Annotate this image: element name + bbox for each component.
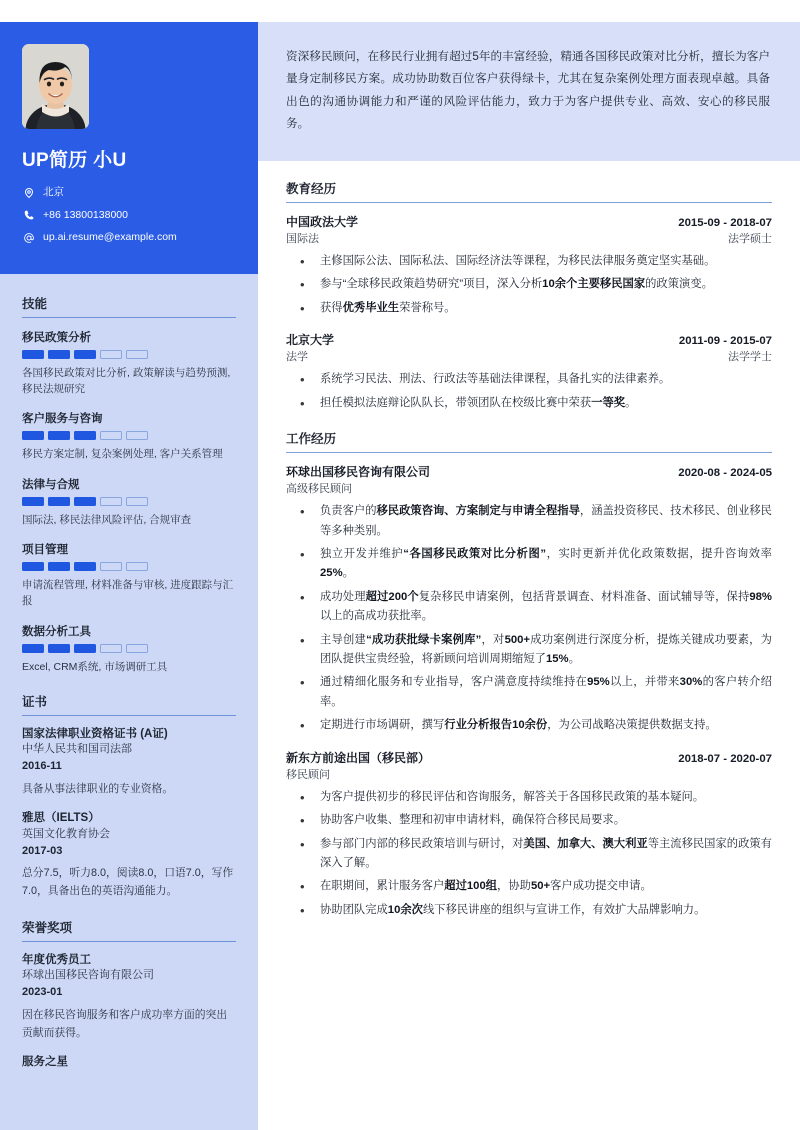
location-pin-icon bbox=[22, 186, 35, 199]
experience-entry bbox=[286, 463, 772, 736]
bullet-item: • 协助客户收集、整理和初审申请材料，确保符合移民局要求。 bbox=[286, 811, 772, 830]
skill-bar-segment bbox=[74, 431, 96, 440]
contact-location-text: 北京 bbox=[43, 186, 64, 198]
summary-text: 资深移民顾问，在移民行业拥有超过5年的丰富经验，精通各国移民政策对比分析，擅长为客户量身定制移民方案。成功协助数百位客户获得绿卡，尤其在复杂案例处理方面表现卓越。具备出色的沟通协调能力和严谨的风险评估能力，致力于为客户提供专业、高效、安心的移民服务。 bbox=[286, 50, 770, 130]
education-bullets bbox=[286, 370, 772, 413]
resume-body bbox=[0, 22, 800, 1130]
experience-list bbox=[286, 463, 772, 920]
certificate-issuer: 英国文化教育协会 bbox=[22, 827, 110, 840]
education-entry-header bbox=[286, 213, 772, 230]
experience-section bbox=[286, 429, 772, 920]
certificate-date: 2016-11 bbox=[22, 760, 62, 773]
experience-bullets bbox=[286, 788, 772, 921]
experience-date-range: 2018-07 - 2020-07 bbox=[678, 752, 772, 765]
skill-name: 移民政策分析 bbox=[22, 331, 91, 344]
bullet-item: • 在职期间，累计服务客户超过100组，协助50+客户成功提交申请。 bbox=[286, 877, 772, 896]
skill-bar-segment bbox=[22, 350, 44, 359]
awards-list bbox=[22, 953, 236, 1071]
skill-name: 数据分析工具 bbox=[22, 625, 91, 638]
company-name: 新东方前途出国（移民部） bbox=[286, 750, 431, 765]
certificates-section bbox=[22, 692, 236, 901]
page-top-margin bbox=[0, 0, 800, 22]
award-title: 服务之星 bbox=[22, 1056, 68, 1069]
skill-level-meter bbox=[22, 562, 236, 571]
skill-bar-segment bbox=[100, 350, 122, 359]
skill-bar-segment bbox=[74, 562, 96, 571]
experience-entry-subheader bbox=[286, 766, 772, 782]
avatar-portrait-icon bbox=[22, 44, 89, 129]
contact-phone[interactable] bbox=[22, 209, 236, 223]
major: 国际法 bbox=[286, 233, 319, 245]
awards-section-title: 荣誉奖项 bbox=[22, 918, 236, 942]
skill-level-meter bbox=[22, 350, 236, 359]
bullet-item: • 系统学习民法、刑法、行政法等基础法律课程，具备扎实的法律素养。 bbox=[286, 370, 772, 389]
experience-entry-subheader bbox=[286, 480, 772, 496]
education-entry bbox=[286, 213, 772, 318]
school-name: 北京大学 bbox=[286, 333, 335, 348]
certificate-description: 总分7.5，听力8.0，阅读8.0，口语7.0，写作7.0，具备出色的英语沟通能力。 bbox=[22, 867, 234, 898]
certificate-title: 雅思（IELTS） bbox=[22, 812, 100, 825]
experience-entry bbox=[286, 749, 772, 921]
skill-name: 客户服务与咨询 bbox=[22, 413, 103, 426]
education-list bbox=[286, 213, 772, 413]
skill-bar-segment bbox=[22, 562, 44, 571]
skill-bar-segment bbox=[126, 431, 148, 440]
job-title: 移民顾问 bbox=[286, 768, 330, 781]
skill-bar-segment bbox=[126, 644, 148, 653]
skill-bar-segment bbox=[48, 350, 70, 359]
skill-item bbox=[22, 623, 236, 675]
skill-bar-segment bbox=[100, 562, 122, 571]
award-description: 因在移民咨询服务和客户成功率方面的突出贡献而获得。 bbox=[22, 1008, 228, 1040]
skill-bar-segment bbox=[100, 431, 122, 440]
education-bullets bbox=[286, 252, 772, 318]
certificate-description: 具备从事法律职业的专业资格。 bbox=[22, 782, 174, 795]
bullet-item: • 为客户提供初步的移民评估和咨询服务，解答关于各国移民政策的基本疑问。 bbox=[286, 788, 772, 807]
experience-entry-header bbox=[286, 749, 772, 766]
award-item bbox=[22, 953, 236, 1043]
summary-block bbox=[258, 22, 800, 161]
education-entry-subheader bbox=[286, 348, 772, 364]
skills-section-title: 技能 bbox=[22, 294, 236, 318]
skill-description: 各国移民政策对比分析, 政策解读与趋势预测, 移民法规研究 bbox=[22, 366, 231, 396]
education-section bbox=[286, 179, 772, 413]
at-email-icon bbox=[22, 232, 35, 245]
skill-bar-segment bbox=[126, 497, 148, 506]
phone-icon bbox=[22, 209, 35, 222]
skill-item bbox=[22, 329, 236, 398]
major: 法学 bbox=[286, 351, 308, 364]
contact-email-text: up.ai.resume@example.com bbox=[43, 231, 177, 244]
education-section-title: 教育经历 bbox=[286, 179, 772, 203]
bullet-item: • 协助团队完成10余次线下移民讲座的组织与宣讲工作，有效扩大品牌影响力。 bbox=[286, 901, 772, 920]
skill-description: 移民方案定制, 复杂案例处理, 客户关系管理 bbox=[22, 448, 223, 461]
skill-bar-segment bbox=[22, 497, 44, 506]
degree: 法学硕士 bbox=[728, 233, 772, 245]
experience-date-range: 2020-08 - 2024-05 bbox=[678, 467, 772, 480]
bullet-item: • 独立开发并维护“各国移民政策对比分析图”，实时更新并优化政策数据，提升咨询效率25%。 bbox=[286, 545, 772, 584]
skill-description: 申请流程管理, 材料准备与审核, 进度跟踪与汇报 bbox=[22, 578, 234, 608]
bullet-item: • 主修国际公法、国际私法、国际经济法等课程，为移民法律服务奠定坚实基础。 bbox=[286, 252, 772, 271]
certificate-issuer: 中华人民共和国司法部 bbox=[22, 743, 132, 756]
company-name: 环球出国移民咨询有限公司 bbox=[286, 465, 431, 480]
skill-bar-segment bbox=[22, 431, 44, 440]
award-item bbox=[22, 1055, 236, 1071]
bullet-item: • 担任模拟法庭辩论队队长，带领团队在校级比赛中荣获一等奖。 bbox=[286, 394, 772, 413]
bullet-item: • 通过精细化服务和专业指导，客户满意度持续维持在95%以上，并带来30%的客户转介绍率。 bbox=[286, 673, 772, 712]
certificates-section-title: 证书 bbox=[22, 692, 236, 716]
school-name: 中国政法大学 bbox=[286, 215, 359, 229]
education-date-range: 2015-09 - 2018-07 bbox=[678, 217, 772, 229]
skill-description: Excel, CRM系统, 市场调研工具 bbox=[22, 660, 168, 673]
avatar bbox=[22, 44, 89, 129]
awards-section bbox=[22, 918, 236, 1071]
contact-phone-text: +86 13800138000 bbox=[43, 208, 128, 221]
skill-bar-segment bbox=[100, 497, 122, 506]
main-sections bbox=[258, 161, 800, 946]
skill-bar-segment bbox=[48, 562, 70, 571]
skill-bar-segment bbox=[126, 350, 148, 359]
skill-description: 国际法, 移民法律风险评估, 合规审查 bbox=[22, 513, 192, 526]
skill-bar-segment bbox=[74, 497, 96, 506]
skill-level-meter bbox=[22, 644, 236, 653]
skill-bar-segment bbox=[48, 431, 70, 440]
experience-section-title: 工作经历 bbox=[286, 429, 772, 453]
contact-location[interactable] bbox=[22, 186, 236, 200]
bullet-item: • 参与部门内部的移民政策培训与研讨，对美国、加拿大、澳大利亚等主流移民国家的政策有深入了解。 bbox=[286, 835, 772, 874]
skill-item bbox=[22, 410, 236, 462]
education-entry-header bbox=[286, 331, 772, 348]
bullet-item: • 参与“全球移民政策趋势研究”项目，深入分析10余个主要移民国家的政策演变。 bbox=[286, 275, 772, 294]
skills-list bbox=[22, 329, 236, 675]
skill-bar-segment bbox=[48, 644, 70, 653]
skill-item bbox=[22, 541, 236, 610]
skill-bar-segment bbox=[126, 562, 148, 571]
education-entry-subheader bbox=[286, 230, 772, 246]
job-title: 高级移民顾问 bbox=[286, 483, 352, 496]
skill-bar-segment bbox=[22, 644, 44, 653]
skill-bar-segment bbox=[74, 644, 96, 653]
bullet-item: • 主导创建“成功获批绿卡案例库”，对500+成功案例进行深度分析，提炼关键成功要素，为团队提供宝贵经验，将新顾问培训周期缩短了15%。 bbox=[286, 631, 772, 670]
skills-section bbox=[22, 294, 236, 675]
full-name: UP简历 小U bbox=[22, 150, 127, 171]
award-title: 年度优秀员工 bbox=[22, 953, 91, 966]
sidebar-sections bbox=[0, 274, 258, 1094]
skill-level-meter bbox=[22, 497, 236, 506]
certificate-title: 国家法律职业资格证书 (A证) bbox=[22, 727, 168, 740]
skill-item bbox=[22, 476, 236, 528]
bullet-item: • 获得优秀毕业生荣誉称号。 bbox=[286, 299, 772, 318]
experience-bullets bbox=[286, 502, 772, 736]
skill-bar-segment bbox=[100, 644, 122, 653]
profile-header bbox=[0, 22, 258, 274]
award-date: 2023-01 bbox=[22, 986, 63, 999]
skill-bar-segment bbox=[48, 497, 70, 506]
sidebar bbox=[0, 22, 258, 1130]
education-entry bbox=[286, 331, 772, 413]
skill-bar-segment bbox=[74, 350, 96, 359]
main-column bbox=[258, 22, 800, 1130]
skill-name: 法律与合规 bbox=[22, 478, 80, 491]
bullet-item: • 定期进行市场调研，撰写行业分析报告10余份，为公司战略决策提供数据支持。 bbox=[286, 716, 772, 735]
award-issuer: 环球出国移民咨询有限公司 bbox=[22, 969, 154, 982]
certificate-item bbox=[22, 727, 236, 798]
degree: 法学学士 bbox=[728, 351, 772, 364]
skill-level-meter bbox=[22, 431, 236, 440]
experience-entry-header bbox=[286, 463, 772, 480]
bullet-item: • 成功处理超过200个复杂移民申请案例，包括背景调查、材料准备、面试辅导等，保持98%以上的高成功获批率。 bbox=[286, 588, 772, 627]
bullet-item: • 负责客户的移民政策咨询、方案制定与申请全程指导，涵盖投资移民、技术移民、创业移民等多种类别。 bbox=[286, 502, 772, 541]
certificate-item bbox=[22, 811, 236, 901]
certificate-date: 2017-03 bbox=[22, 844, 63, 857]
contact-email[interactable] bbox=[22, 231, 236, 245]
education-date-range: 2011-09 - 2015-07 bbox=[678, 335, 772, 348]
skill-name: 项目管理 bbox=[22, 543, 68, 556]
certificates-list bbox=[22, 727, 236, 901]
